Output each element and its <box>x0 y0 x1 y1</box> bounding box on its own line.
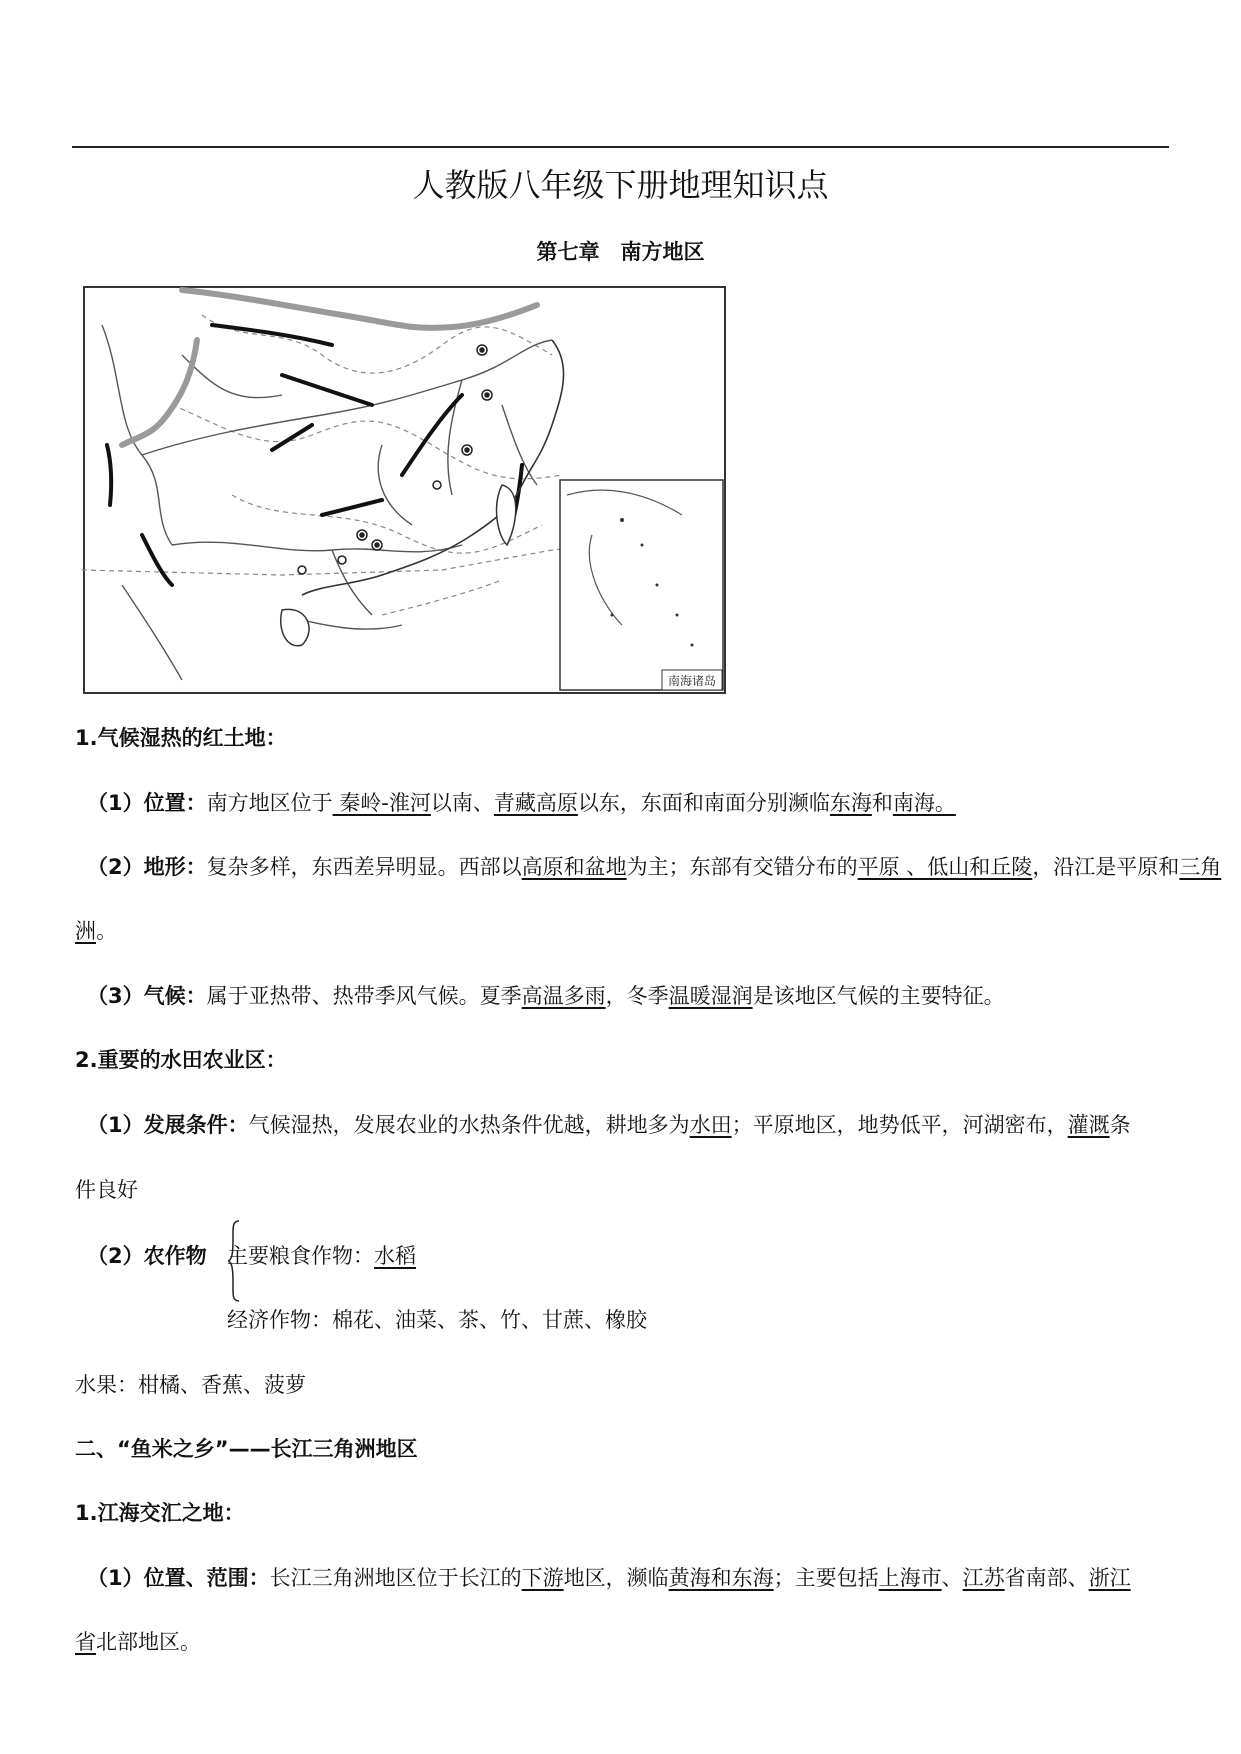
text: 、 <box>941 1566 963 1590</box>
text: 复杂多样，东西差异明显。西部以 <box>206 855 522 879</box>
south-china-map <box>82 285 727 695</box>
text: 气候湿热，发展农业的水热条件优越，耕地多为 <box>248 1113 690 1137</box>
s2-conditions-continuation: 件良好 <box>75 1178 138 1202</box>
underlined-term: 高温多雨 <box>521 984 606 1008</box>
page-title: 人教版八年级下册地理知识点 <box>412 166 829 204</box>
s1-terrain-continuation <box>75 916 117 946</box>
s1-climate-paragraph <box>75 981 1005 1011</box>
text: 为主；东部有交错分布的 <box>626 855 858 879</box>
chapter-heading: 第七章 南方地区 <box>536 240 705 264</box>
s1-terrain-paragraph <box>75 852 1221 882</box>
s1-climate-label: （3）气候： <box>87 984 207 1008</box>
underlined-term: 省 <box>75 1630 96 1654</box>
underlined-term: 青藏高原 <box>493 791 578 815</box>
underlined-term: 三角 <box>1179 855 1222 879</box>
text: 是该地区气候的主要特征。 <box>752 984 1005 1008</box>
underlined-term: 江苏 <box>962 1566 1005 1590</box>
underlined-term: 温暖湿润 <box>668 984 753 1008</box>
section-2-heading: 2.重要的水田农业区： <box>75 1048 287 1072</box>
underlined-term: 水稻 <box>374 1244 416 1268</box>
underlined-term: 平原 、低山和丘陵 <box>857 855 1033 879</box>
s2-cash-crops: 经济作物：棉花、油菜、茶、竹、甘蔗、橡胶 <box>227 1308 647 1332</box>
text: 。 <box>96 919 117 943</box>
text: 主要粮食作物： <box>227 1244 374 1268</box>
underlined-term: 上海市 <box>878 1566 942 1590</box>
text: 北部地区。 <box>96 1630 201 1654</box>
text: 属于亚热带、热带季风气候。夏季 <box>206 984 522 1008</box>
text: ，冬季 <box>605 984 669 1008</box>
s1-terrain-label: （2）地形： <box>87 855 207 879</box>
part-2-subheading: 1.江海交汇之地： <box>75 1501 245 1525</box>
text: 以南、 <box>430 791 494 815</box>
text: ，沿江是平原和 <box>1032 855 1180 879</box>
underlined-term: 浙江 <box>1088 1566 1131 1590</box>
underlined-term: 南海。 <box>892 791 956 815</box>
underlined-term: 水田 <box>689 1113 732 1137</box>
underlined-term: 下游 <box>521 1566 564 1590</box>
text: 南方地区位于 <box>206 791 333 815</box>
underlined-term: 高原和盆地 <box>521 855 627 879</box>
p2-location-continuation <box>75 1627 201 1657</box>
s2-conditions-paragraph <box>75 1110 1131 1140</box>
part-2-heading: 二、“鱼米之乡”——长江三角洲地区 <box>75 1437 418 1461</box>
underlined-term: 洲 <box>75 919 96 943</box>
text: ；平原地区，地势低平，河湖密布， <box>731 1113 1068 1137</box>
underlined-term: 黄海和东海 <box>668 1566 774 1590</box>
map-inset-label: 南海诸岛 <box>667 674 717 688</box>
text: 长江三角洲地区位于长江的 <box>269 1566 522 1590</box>
text: 条 <box>1109 1113 1131 1137</box>
p2-location-label: （1）位置、范围： <box>87 1566 270 1590</box>
underlined-term: 东海 <box>829 791 872 815</box>
text: 以东，东面和南面分别濒临 <box>577 791 830 815</box>
s2-conditions-label: （1）发展条件： <box>87 1113 249 1137</box>
text: 和 <box>871 791 893 815</box>
underlined-term: 灌溉 <box>1067 1113 1110 1137</box>
underlined-term: 秦岭-淮河 <box>332 791 431 815</box>
s2-fruits: 水果：柑橘、香蕉、菠萝 <box>75 1373 306 1397</box>
s1-location-paragraph <box>75 788 956 818</box>
p2-location-paragraph <box>75 1563 1131 1593</box>
text: ；主要包括 <box>773 1566 879 1590</box>
section-1-heading: 1.气候湿热的红土地： <box>75 726 287 750</box>
s2-grain-crops <box>227 1241 416 1271</box>
s2-crops-label: （2）农作物 <box>87 1244 207 1268</box>
map-inset-frame <box>560 480 723 690</box>
text: 省南部、 <box>1004 1566 1089 1590</box>
top-rule <box>72 146 1169 148</box>
text: 地区，濒临 <box>563 1566 669 1590</box>
s1-location-label: （1）位置： <box>87 791 207 815</box>
